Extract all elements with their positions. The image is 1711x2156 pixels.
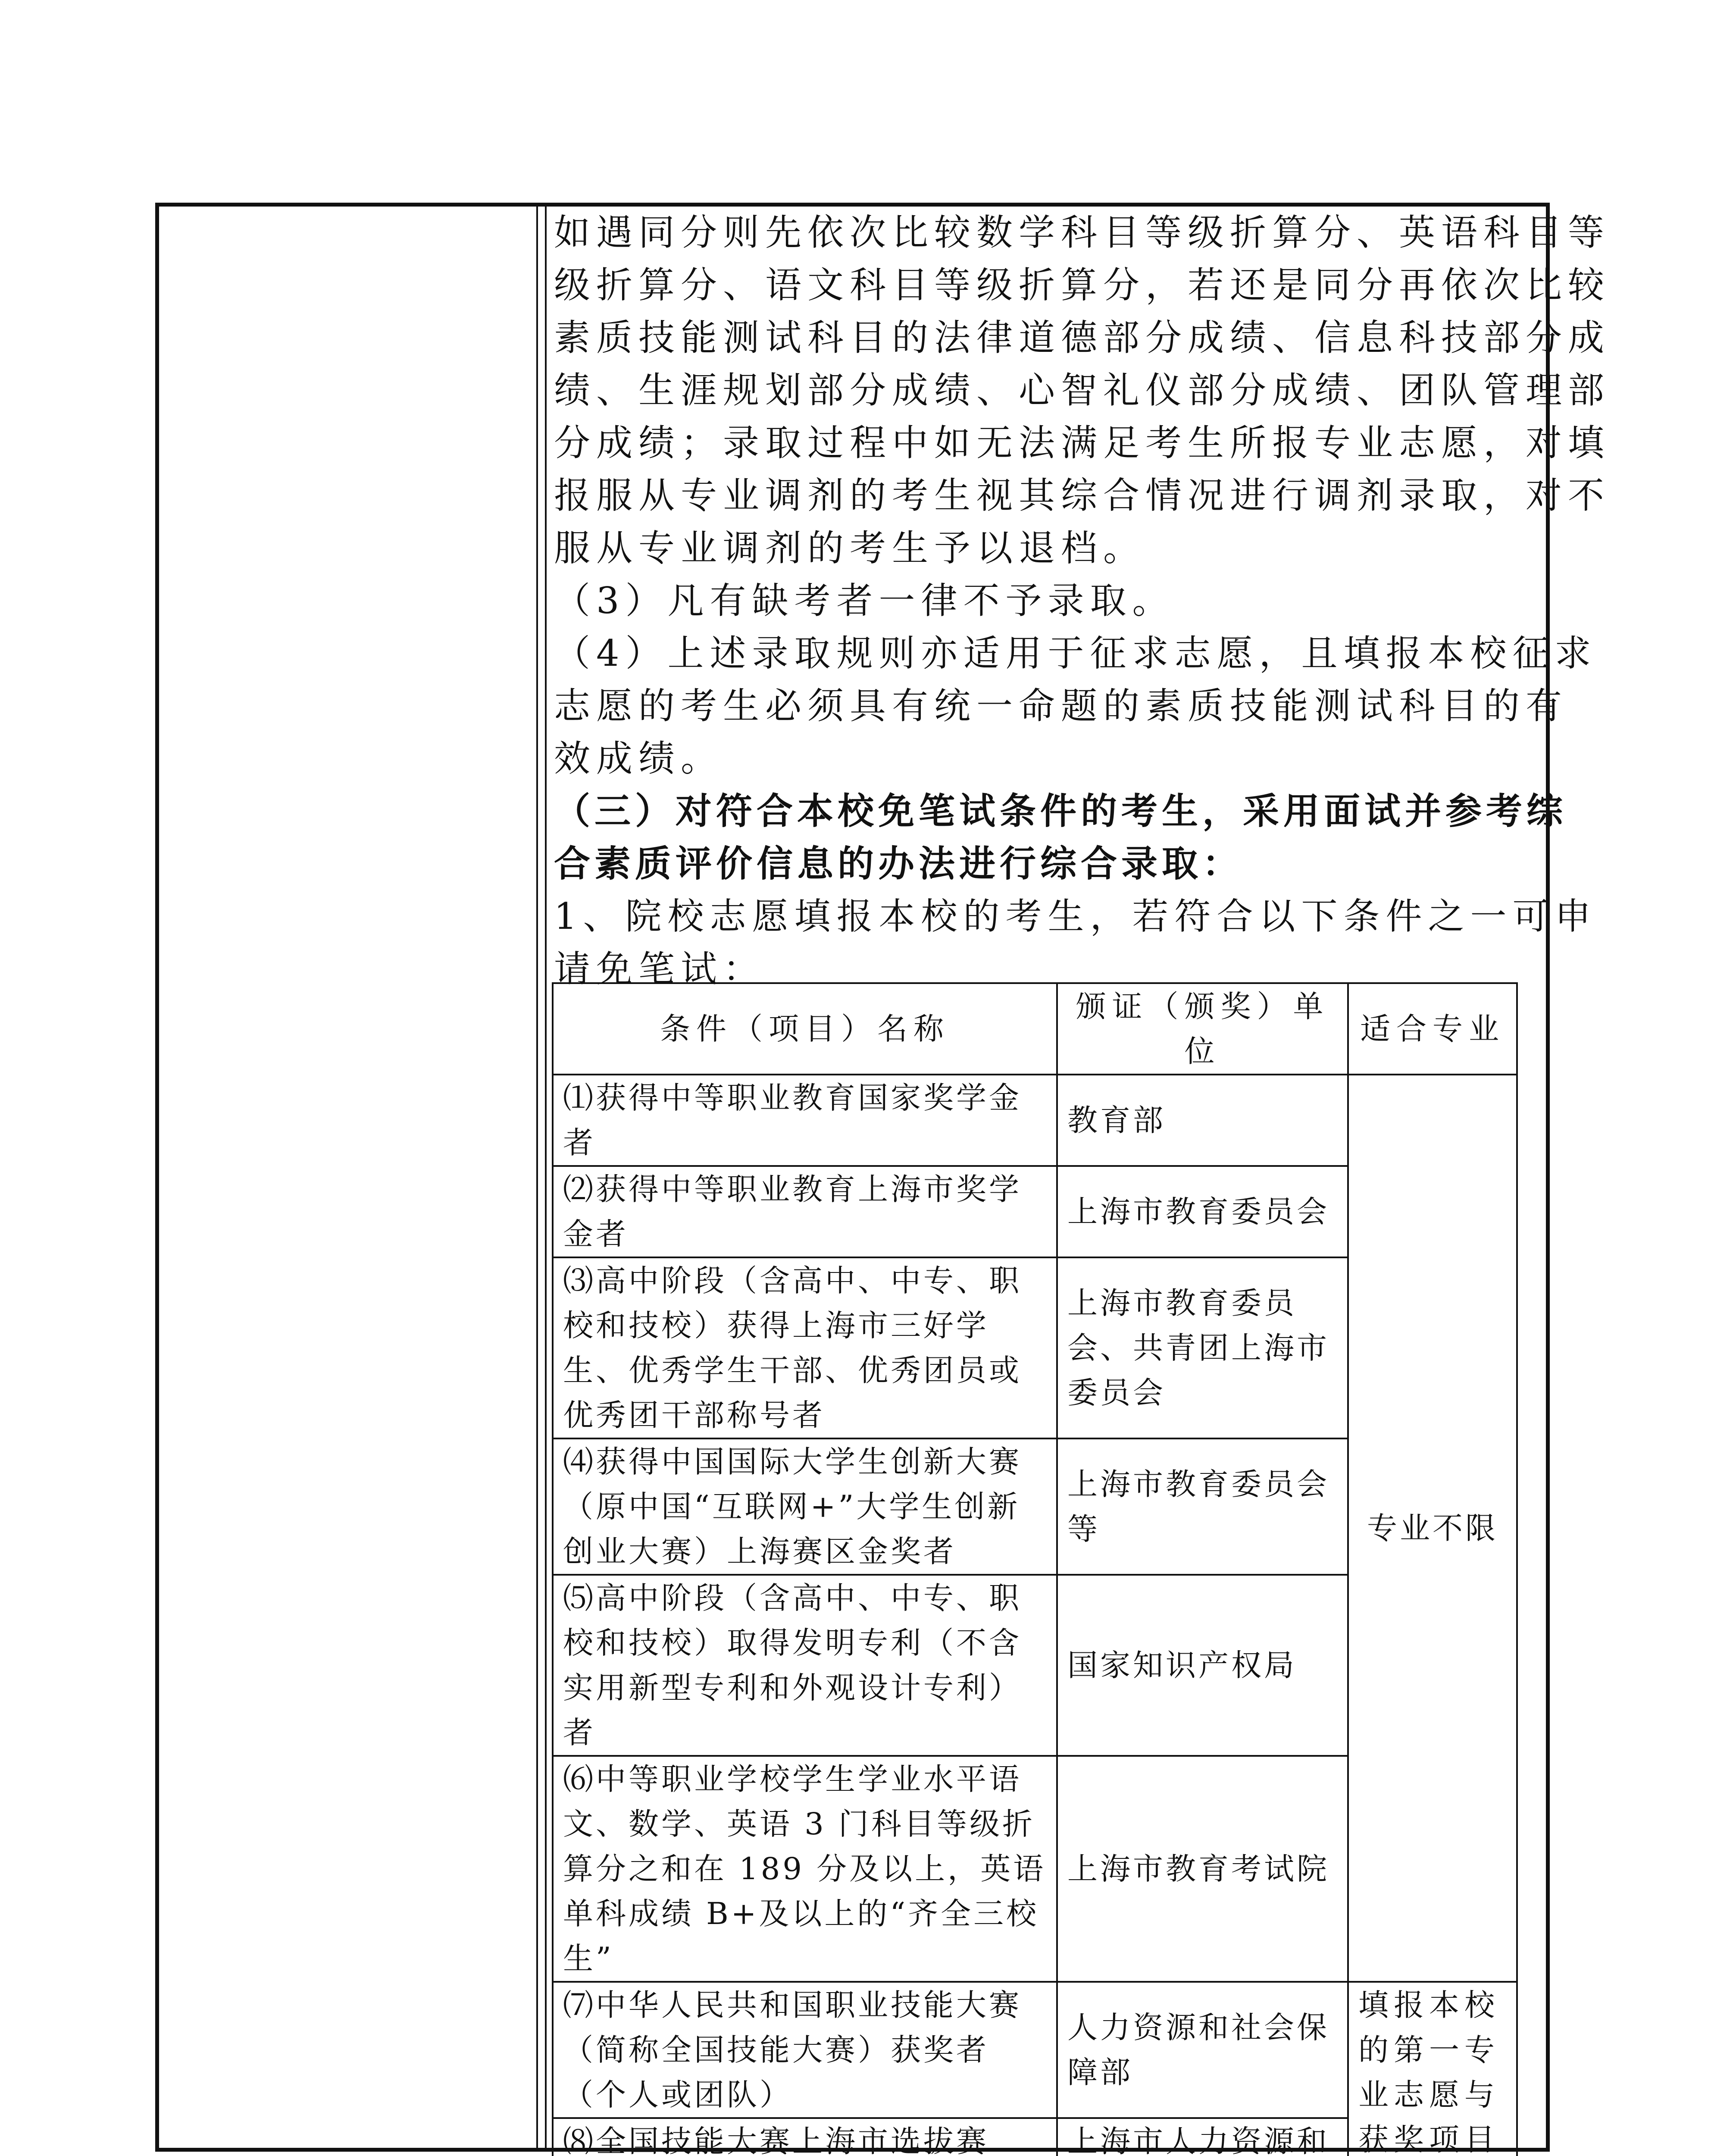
header-major: 适合专业 bbox=[1348, 983, 1517, 1075]
paragraph-line: 志愿的考生必须具有统一命题的素质技能测试科目的有 bbox=[554, 685, 1568, 727]
condition-cell: ⑵获得中等职业教育上海市奖学金者 bbox=[553, 1166, 1057, 1257]
table-row bbox=[553, 1982, 1517, 2118]
unit-cell: 上海市教育委员会、共青团上海市委员会 bbox=[1057, 1257, 1348, 1438]
unit-cell: 上海市教育委员会等 bbox=[1057, 1438, 1348, 1575]
unit-cell: 上海市教育考试院 bbox=[1057, 1756, 1348, 1982]
header-unit: 颁证（颁奖）单位 bbox=[1057, 983, 1348, 1075]
major-cell: 专业不限 bbox=[1348, 1075, 1517, 1982]
table-header-row bbox=[553, 983, 1517, 1075]
paragraph-line: 1、院校志愿填报本校的考生，若符合以下条件之一可申 bbox=[554, 895, 1597, 937]
paragraph-line: 报服从专业调剂的考生视其综合情况进行调剂录取，对不 bbox=[554, 474, 1611, 517]
document-body bbox=[554, 206, 1611, 995]
paragraph-line: 请免笔试： bbox=[554, 948, 766, 990]
condition-cell: ⑸高中阶段（含高中、中专、职校和技校）取得发明专利（不含实用新型专利和外观设计专利）者 bbox=[553, 1575, 1057, 1756]
paragraph-line: 效成绩。 bbox=[554, 737, 723, 780]
outer-table-divider-inner bbox=[545, 207, 547, 2148]
paragraph-line: （3）凡有缺考者一律不予录取。 bbox=[554, 580, 1175, 622]
condition-cell: ⑻全国技能大赛上海市选拔赛 bbox=[553, 2118, 1057, 2156]
section-heading-line: 合素质评价信息的办法进行综合录取： bbox=[554, 842, 1243, 885]
condition-cell: ⑴获得中等职业教育国家奖学金者 bbox=[553, 1075, 1057, 1166]
paragraph-line: （4）上述录取规则亦适用于征求志愿，且填报本校征求 bbox=[554, 632, 1597, 674]
paragraph-line: 服从专业调剂的考生予以退档。 bbox=[554, 527, 1146, 569]
outer-table-divider bbox=[536, 207, 538, 2148]
unit-cell: 国家知识产权局 bbox=[1057, 1575, 1348, 1756]
major-cell: 填报本校的第一专业志愿与获奖项目 bbox=[1348, 1982, 1517, 2156]
unit-cell: 上海市教育委员会 bbox=[1057, 1166, 1348, 1257]
paragraph-line: 级折算分、语文科目等级折算分，若还是同分再依次比较 bbox=[554, 264, 1611, 306]
header-condition: 条件（项目）名称 bbox=[553, 983, 1057, 1075]
paragraph-line: 素质技能测试科目的法律道德部分成绩、信息科技部分成 bbox=[554, 317, 1611, 359]
paragraph-line: 如遇同分则先依次比较数学科目等级折算分、英语科目等 bbox=[554, 211, 1611, 254]
unit-cell: 上海市人力资源和 bbox=[1057, 2118, 1348, 2156]
paragraph-line: 分成绩；录取过程中如无法满足考生所报专业志愿，对填 bbox=[554, 422, 1611, 464]
unit-cell: 人力资源和社会保障部 bbox=[1057, 1982, 1348, 2118]
unit-cell: 教育部 bbox=[1057, 1075, 1348, 1166]
condition-cell: ⑷获得中国国际大学生创新大赛（原中国“互联网+”大学生创新创业大赛）上海赛区金奖者 bbox=[553, 1438, 1057, 1575]
condition-cell: ⑹中等职业学校学生学业水平语文、数学、英语 3 门科目等级折算分之和在 189 分及以上，英语单科成绩 B+及以上的“齐全三校生” bbox=[553, 1756, 1057, 1982]
condition-cell: ⑶高中阶段（含高中、中专、职校和技校）获得上海市三好学生、优秀学生干部、优秀团员或优秀团干部称号者 bbox=[553, 1257, 1057, 1438]
condition-cell: ⑺中华人民共和国职业技能大赛（简称全国技能大赛）获奖者（个人或团队） bbox=[553, 1982, 1057, 2118]
table-row bbox=[553, 1075, 1517, 1166]
exemption-conditions-table bbox=[552, 982, 1518, 2156]
section-heading-line: （三）对符合本校免笔试条件的考生，采用面试并参考综 bbox=[554, 790, 1567, 832]
paragraph-line: 绩、生涯规划部分成绩、心智礼仪部分成绩、团队管理部 bbox=[554, 369, 1611, 411]
